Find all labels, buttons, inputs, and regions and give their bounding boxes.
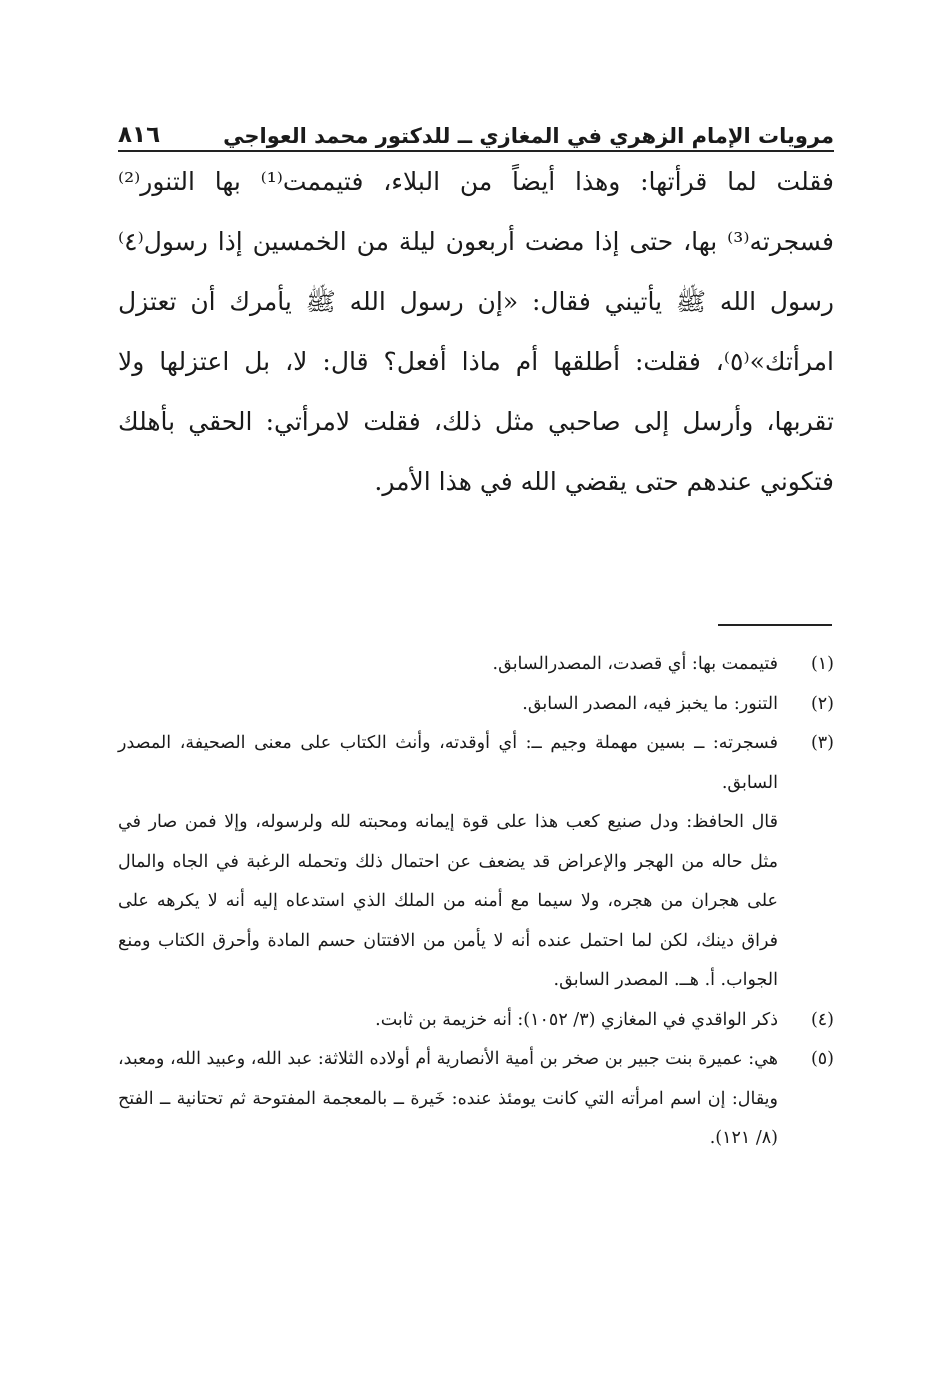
- footnotes: [118, 645, 834, 1159]
- main-paragraph: فقلت لما قرأتها: وهذا أيضاً من البلاء، فتيممت⁽¹⁾ بها التنور⁽²⁾ فسجرته⁽³⁾ بها، حتى إذا مضت أربعون ليلة من الخمسين إذا رسول⁽٤⁾ رسول الله ﷺ يأتيني فقال: «إن رسول الله ﷺ يأمرك أن تعتزل امرأتك»⁽٥⁾، فقلت: أطلقها أم ماذا أفعل؟ قال: لا، بل اعتزلها ولا تقربها، وأرسل إلى صاحبي مثل ذلك، فقلت لامرأتي: الحقي بأهلك فتكوني عندهم حتى يقضي الله في هذا الأمر.: [118, 167, 834, 496]
- footnote-2: [118, 685, 834, 725]
- footnote-text: [118, 1001, 778, 1041]
- header-title: مرويات الإمام الزهري في المغازي ــ للدكتور محمد العواجي: [223, 124, 834, 148]
- footnote-paragraph: ذكر الواقدي في المغازي (٣/ ١٠٥٢): أنه خزيمة بن ثابت.: [375, 1009, 778, 1030]
- running-header: [118, 104, 834, 148]
- footnote-number: (٤): [810, 1009, 834, 1030]
- footnote-4: [118, 1001, 834, 1041]
- footnote-number: (٢): [810, 693, 834, 714]
- footnote-paragraph: فسجرته: ــ بسين مهملة وجيم ــ: أي أوقدته، وأنث الكتاب على معنى الصحيفة، المصدر السابق.: [118, 733, 778, 793]
- main-text: [118, 152, 834, 512]
- footnote-number: (١): [810, 654, 834, 674]
- footnote-separator: [718, 624, 832, 626]
- footnote-number: (٣): [810, 733, 834, 753]
- footnote-number: (٥): [810, 1049, 834, 1069]
- footnote-text: [118, 1040, 778, 1159]
- footnote-paragraph: التنور: ما يخبز فيه، المصدر السابق.: [522, 693, 778, 714]
- footnote-1: [118, 645, 834, 685]
- footnote-paragraph: هي: عميرة بنت جبير بن صخر بن أمية الأنصارية أم أولاده الثلاثة: عبد الله، وعبيد الله، ومعبد، ويقال: إن اسم امرأته التي كانت يومئذ عنده: خَيرة ــ بالمعجمة المفتوحة ثم تحتانية ــ الفتح (٨/ ١٢١).: [118, 1049, 778, 1148]
- page-number: ٨١٦: [118, 122, 161, 148]
- footnote-paragraph: فتيممت بها: أي قصدت، المصدرالسابق.: [492, 654, 778, 674]
- footnote-text: [118, 724, 778, 1001]
- footnote-paragraph: قال الحافظ: ودل صنيع كعب هذا على قوة إيمانه ومحبته لله ولرسوله، وإلا فمن صار في مثل حاله من الهجر والإعراض قد يضعف عن احتمال ذلك وتحمله الرغبة في الجاه والمال على هجران من هجره، ولا سيما مع أمنه من الملك الذي استدعاه إليه أنه لا يكرهه على فراق دينك، لكن لما احتمل عنده أنه لا يأمن من الافتتان حسم المادة وأحرق الكتاب ومنع الجواب. أ. هــ. المصدر السابق.: [118, 812, 778, 990]
- footnote-5: [118, 1040, 834, 1159]
- footnote-3: [118, 724, 834, 1001]
- footnote-text: [118, 645, 778, 685]
- footnote-text: [118, 685, 778, 725]
